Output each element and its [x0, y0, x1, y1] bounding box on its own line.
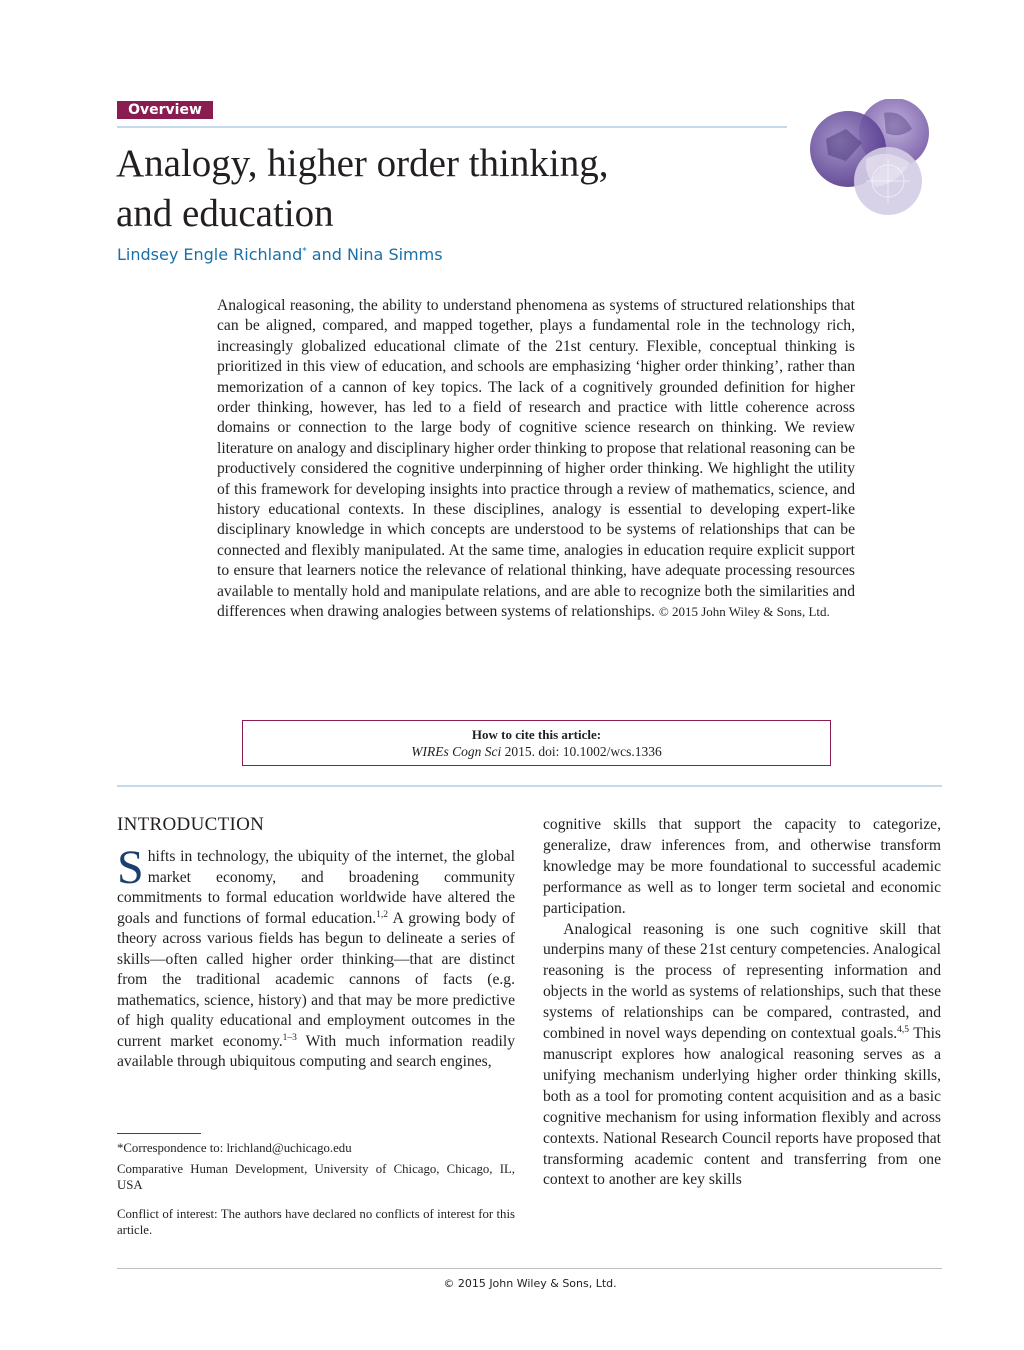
- article-title: [116, 139, 796, 239]
- citation-box: [242, 720, 831, 766]
- intro-text: This manuscript explores how analogical reasoning serves as a unifying mechanism underlying higher order thinking skills, both as a tool for promoting content acquisition and as a basic cognitive mechanism for using information flexibly and across contexts. National Research Council reports have proposed that transforming academic content and transferring from one context to another are key skills: [543, 1025, 941, 1189]
- author-2: Nina Simms: [347, 245, 443, 264]
- page-footer: © 2015 John Wiley & Sons, Ltd.: [443, 1277, 617, 1290]
- paragraph: [543, 920, 941, 1192]
- section-rule: [117, 785, 942, 787]
- intro-left-column: [117, 841, 515, 1073]
- title-line-1: Analogy, higher order thinking,: [116, 142, 609, 185]
- author-1: Lindsey Engle Richland: [117, 245, 303, 264]
- journal-circles-logo-icon: [806, 99, 932, 215]
- citation-doi: 2015. doi: 10.1002/wcs.1336: [501, 744, 662, 759]
- article-type-badge: Overview: [117, 101, 213, 119]
- footnote-affiliation: Comparative Human Development, University of Chicago, Chicago, IL, USA: [117, 1162, 515, 1192]
- reference-citation: 1,2: [376, 909, 389, 920]
- reference-citation: 4,5: [897, 1024, 910, 1035]
- abstract-copyright: © 2015 John Wiley & Sons, Ltd.: [658, 604, 830, 620]
- intro-text: A growing body of theory across various fields has begun to delineate a series of skills—often called higher order thinking—that are distinct from the traditional academic cannons of facts (e.g. mathematics, science, history) and that may be more predictive of high quality educational and employment outcomes in the current market economy.: [117, 909, 515, 1050]
- abstract: [217, 296, 855, 623]
- intro-right-column: [543, 815, 941, 1191]
- title-line-2: and education: [116, 192, 334, 235]
- citation-journal: WIREs Cogn Sci: [411, 744, 502, 759]
- header-rule: [117, 126, 787, 128]
- footnote-correspondence: *Correspondence to: lrichland@uchicago.edu: [117, 1141, 352, 1155]
- abstract-text: Analogical reasoning, the ability to understand phenomena as systems of structured relationships that can be aligned, compared, and mapped together, plays a fundamental role in the technology rich, increasingly globalized educational climate of the 21st century. Flexible, conceptual thinking is prioritized in this view of education, and schools are emphasizing ‘higher order thinking’, rather than memorization of a cannon of key topics. The lack of a cognitively grounded definition for higher order thinking, however, has led to a field of research and practice with little coherence across domains or connection to the large body of cognitive science research on thinking. We review literature on analogy and disciplinary higher order thinking to propose that relational reasoning can be productively considered the cognitive underpinning of higher order thinking. We highlight the utility of this framework for developing insights into practice through a review of mathematics, science, and history educational contexts. In these disciplines, analogy is essential to developing expert-like disciplinary knowledge in which concepts are understood to be systems of relationships that can be connected and flexibly manipulated. At the same time, analogies in education require explicit support to ensure that learners notice the relevance of relational thinking, have adequate processing resources available to mentally hold and manipulate relations, and are able to recognize both the similarities and differences when drawing analogies between systems of relationships.: [217, 297, 855, 621]
- footer-rule: [117, 1268, 942, 1269]
- drop-cap: S: [117, 841, 144, 894]
- paragraph-continued: cognitive skills that support the capacity to categorize, generalize, draw inferences from, and otherwise transform knowledge may be more foundational to successful academic performance as well as to longer term societal and economic participation.: [543, 816, 941, 917]
- intro-text: With much information readily available through ubiquitous computing and search engines,: [117, 1032, 515, 1070]
- citation-text: [243, 743, 830, 760]
- correspondence-mark: *: [302, 246, 307, 257]
- footnote-conflict: Conflict of interest: The authors have declared no conflicts of interest for this article.: [117, 1207, 515, 1237]
- author-separator: and: [306, 245, 347, 264]
- author-list: [117, 245, 443, 264]
- intro-text: hifts in technology, the ubiquity of the internet, the global market economy, and broadening community commitments to formal education worldwide have altered the goals and functions of formal education.: [117, 848, 515, 927]
- reference-citation: 1–3: [282, 1032, 297, 1043]
- intro-text: Analogical reasoning is one such cognitive skill that underpins many of these 21st century competencies. Analogical reasoning is the process of representing information and objects in the world as systems of relationships, such that these systems of relationships can be compared, contrasted, and combined in novel ways depending on contextual goals.: [543, 920, 941, 1043]
- citation-heading: How to cite this article:: [471, 727, 602, 742]
- section-heading: INTRODUCTION: [117, 814, 265, 835]
- footnote-rule: [117, 1133, 201, 1134]
